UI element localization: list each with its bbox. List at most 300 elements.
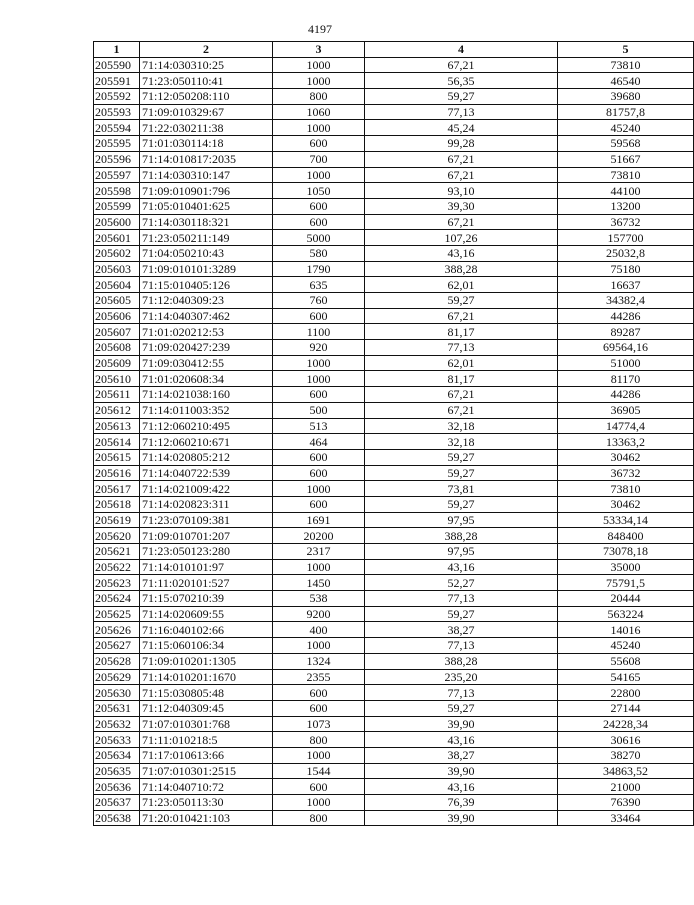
table-cell-col-4: 43,16 bbox=[365, 245, 558, 261]
table-cell-col-4: 39,90 bbox=[365, 810, 558, 826]
table-cell-col-3: 1000 bbox=[273, 747, 365, 763]
table-cell-col-1: 205592 bbox=[94, 89, 140, 105]
table-cell-col-5: 75791,5 bbox=[558, 575, 694, 591]
table-cell-col-2: 71:14:040307:462 bbox=[140, 308, 273, 324]
table-cell-col-4: 73,81 bbox=[365, 481, 558, 497]
table-cell-col-5: 563224 bbox=[558, 606, 694, 622]
table-row bbox=[94, 544, 694, 560]
table-cell-col-5: 55608 bbox=[558, 653, 694, 669]
table-cell-col-5: 36732 bbox=[558, 465, 694, 481]
table-cell-col-5: 45240 bbox=[558, 638, 694, 654]
column-header-1: 1 bbox=[94, 42, 140, 58]
table-cell-col-2: 71:23:050110:41 bbox=[140, 73, 273, 89]
table-cell-col-4: 38,27 bbox=[365, 622, 558, 638]
table-row bbox=[94, 57, 694, 73]
table-cell-col-1: 205620 bbox=[94, 528, 140, 544]
table-cell-col-4: 99,28 bbox=[365, 136, 558, 152]
table-cell-col-2: 71:01:030114:18 bbox=[140, 136, 273, 152]
table-cell-col-3: 1060 bbox=[273, 104, 365, 120]
page-number: 4197 bbox=[308, 22, 332, 36]
table-cell-col-4: 388,28 bbox=[365, 653, 558, 669]
table-cell-col-4: 77,13 bbox=[365, 685, 558, 701]
table-cell-col-3: 760 bbox=[273, 293, 365, 309]
table-row bbox=[94, 700, 694, 716]
table-cell-col-3: 600 bbox=[273, 465, 365, 481]
table-row bbox=[94, 559, 694, 575]
table-cell-col-1: 205630 bbox=[94, 685, 140, 701]
table-cell-col-4: 39,90 bbox=[365, 716, 558, 732]
table-cell-col-5: 13363,2 bbox=[558, 434, 694, 450]
table-cell-col-1: 205595 bbox=[94, 136, 140, 152]
table-cell-col-2: 71:12:040309:45 bbox=[140, 700, 273, 716]
table-cell-col-4: 76,39 bbox=[365, 795, 558, 811]
table-cell-col-5: 81170 bbox=[558, 371, 694, 387]
table-cell-col-5: 14774,4 bbox=[558, 418, 694, 434]
table-cell-col-5: 46540 bbox=[558, 73, 694, 89]
table-cell-col-1: 205610 bbox=[94, 371, 140, 387]
table-row bbox=[94, 277, 694, 293]
table-cell-col-3: 600 bbox=[273, 387, 365, 403]
table-cell-col-3: 1000 bbox=[273, 355, 365, 371]
table-cell-col-5: 848400 bbox=[558, 528, 694, 544]
table-cell-col-2: 71:16:040102:66 bbox=[140, 622, 273, 638]
table-cell-col-1: 205607 bbox=[94, 324, 140, 340]
table-row bbox=[94, 606, 694, 622]
table-row bbox=[94, 167, 694, 183]
table-row bbox=[94, 638, 694, 654]
table-cell-col-5: 69564,16 bbox=[558, 340, 694, 356]
table-cell-col-5: 34863,52 bbox=[558, 763, 694, 779]
table-cell-col-1: 205621 bbox=[94, 544, 140, 560]
table-cell-col-5: 14016 bbox=[558, 622, 694, 638]
table-cell-col-1: 205622 bbox=[94, 559, 140, 575]
table-cell-col-2: 71:14:030310:25 bbox=[140, 57, 273, 73]
table-cell-col-3: 600 bbox=[273, 700, 365, 716]
table-cell-col-1: 205599 bbox=[94, 198, 140, 214]
table-cell-col-2: 71:09:010101:3289 bbox=[140, 261, 273, 277]
table-cell-col-4: 59,27 bbox=[365, 449, 558, 465]
table-cell-col-2: 71:22:030211:38 bbox=[140, 120, 273, 136]
table-cell-col-3: 800 bbox=[273, 810, 365, 826]
table-cell-col-5: 16637 bbox=[558, 277, 694, 293]
table-row bbox=[94, 747, 694, 763]
table-cell-col-2: 71:23:050211:149 bbox=[140, 230, 273, 246]
table-cell-col-4: 67,21 bbox=[365, 308, 558, 324]
table-row bbox=[94, 465, 694, 481]
table-cell-col-1: 205626 bbox=[94, 622, 140, 638]
table-cell-col-1: 205602 bbox=[94, 245, 140, 261]
table-cell-col-1: 205632 bbox=[94, 716, 140, 732]
table-cell-col-2: 71:01:020608:34 bbox=[140, 371, 273, 387]
table-cell-col-2: 71:11:020101:527 bbox=[140, 575, 273, 591]
table-cell-col-2: 71:12:060210:671 bbox=[140, 434, 273, 450]
table-cell-col-4: 67,21 bbox=[365, 167, 558, 183]
table-cell-col-3: 920 bbox=[273, 340, 365, 356]
table-cell-col-3: 635 bbox=[273, 277, 365, 293]
table-cell-col-5: 51000 bbox=[558, 355, 694, 371]
table-cell-col-4: 388,28 bbox=[365, 261, 558, 277]
table-cell-col-4: 81,17 bbox=[365, 324, 558, 340]
table-cell-col-4: 59,27 bbox=[365, 89, 558, 105]
table-cell-col-2: 71:14:011003:352 bbox=[140, 402, 273, 418]
table-cell-col-4: 59,27 bbox=[365, 465, 558, 481]
table-cell-col-1: 205606 bbox=[94, 308, 140, 324]
table-cell-col-3: 2355 bbox=[273, 669, 365, 685]
table-cell-col-2: 71:09:010329:67 bbox=[140, 104, 273, 120]
table-cell-col-2: 71:14:010101:97 bbox=[140, 559, 273, 575]
data-table bbox=[93, 41, 694, 826]
table-cell-col-3: 2317 bbox=[273, 544, 365, 560]
table-cell-col-3: 538 bbox=[273, 591, 365, 607]
table-cell-col-3: 600 bbox=[273, 308, 365, 324]
table-cell-col-1: 205601 bbox=[94, 230, 140, 246]
table-cell-col-3: 1000 bbox=[273, 371, 365, 387]
table-cell-col-5: 34382,4 bbox=[558, 293, 694, 309]
table-cell-col-2: 71:12:040309:23 bbox=[140, 293, 273, 309]
table-cell-col-4: 77,13 bbox=[365, 104, 558, 120]
table-row bbox=[94, 136, 694, 152]
table-cell-col-3: 800 bbox=[273, 89, 365, 105]
table-row bbox=[94, 434, 694, 450]
table-cell-col-1: 205615 bbox=[94, 449, 140, 465]
table-row bbox=[94, 230, 694, 246]
table-cell-col-3: 1100 bbox=[273, 324, 365, 340]
table-cell-col-4: 52,27 bbox=[365, 575, 558, 591]
table-cell-col-4: 56,35 bbox=[365, 73, 558, 89]
table-cell-col-3: 600 bbox=[273, 449, 365, 465]
table-cell-col-2: 71:14:021009:422 bbox=[140, 481, 273, 497]
table-row bbox=[94, 496, 694, 512]
table-cell-col-5: 21000 bbox=[558, 779, 694, 795]
table-cell-col-2: 71:14:040722:539 bbox=[140, 465, 273, 481]
table-cell-col-2: 71:05:010401:625 bbox=[140, 198, 273, 214]
table-cell-col-5: 30616 bbox=[558, 732, 694, 748]
table-cell-col-4: 67,21 bbox=[365, 214, 558, 230]
table-cell-col-1: 205619 bbox=[94, 512, 140, 528]
table-cell-col-1: 205637 bbox=[94, 795, 140, 811]
table-cell-col-1: 205600 bbox=[94, 214, 140, 230]
table-cell-col-2: 71:04:050210:43 bbox=[140, 245, 273, 261]
table-row bbox=[94, 732, 694, 748]
table-row bbox=[94, 120, 694, 136]
table-cell-col-5: 59568 bbox=[558, 136, 694, 152]
table-cell-col-1: 205594 bbox=[94, 120, 140, 136]
table-cell-col-1: 205636 bbox=[94, 779, 140, 795]
table-cell-col-1: 205609 bbox=[94, 355, 140, 371]
table-cell-col-2: 71:23:070109:381 bbox=[140, 512, 273, 528]
table-cell-col-4: 43,16 bbox=[365, 559, 558, 575]
table-cell-col-2: 71:14:040710:72 bbox=[140, 779, 273, 795]
table-cell-col-2: 71:15:070210:39 bbox=[140, 591, 273, 607]
table-cell-col-1: 205629 bbox=[94, 669, 140, 685]
table-cell-col-1: 205633 bbox=[94, 732, 140, 748]
table-cell-col-4: 59,27 bbox=[365, 606, 558, 622]
table-cell-col-5: 44286 bbox=[558, 308, 694, 324]
table-cell-col-4: 45,24 bbox=[365, 120, 558, 136]
table-row bbox=[94, 73, 694, 89]
table-cell-col-4: 62,01 bbox=[365, 277, 558, 293]
table-row bbox=[94, 481, 694, 497]
table-row bbox=[94, 245, 694, 261]
table-cell-col-2: 71:15:060106:34 bbox=[140, 638, 273, 654]
table-cell-col-5: 44286 bbox=[558, 387, 694, 403]
table-cell-col-4: 235,20 bbox=[365, 669, 558, 685]
table-cell-col-3: 800 bbox=[273, 732, 365, 748]
table-cell-col-5: 39680 bbox=[558, 89, 694, 105]
table-cell-col-5: 75180 bbox=[558, 261, 694, 277]
table-cell-col-1: 205613 bbox=[94, 418, 140, 434]
table-cell-col-4: 97,95 bbox=[365, 512, 558, 528]
table-cell-col-2: 71:23:050123:280 bbox=[140, 544, 273, 560]
table-row bbox=[94, 183, 694, 199]
table-cell-col-4: 39,30 bbox=[365, 198, 558, 214]
table-cell-col-3: 600 bbox=[273, 214, 365, 230]
table-row bbox=[94, 308, 694, 324]
table-cell-col-3: 1790 bbox=[273, 261, 365, 277]
table-row bbox=[94, 89, 694, 105]
table-cell-col-5: 76390 bbox=[558, 795, 694, 811]
table-cell-col-5: 73810 bbox=[558, 481, 694, 497]
table-cell-col-3: 600 bbox=[273, 779, 365, 795]
table-cell-col-1: 205614 bbox=[94, 434, 140, 450]
table-cell-col-4: 77,13 bbox=[365, 638, 558, 654]
table-row bbox=[94, 779, 694, 795]
table-row bbox=[94, 340, 694, 356]
table-cell-col-3: 1000 bbox=[273, 481, 365, 497]
table-cell-col-5: 53334,14 bbox=[558, 512, 694, 528]
table-cell-col-1: 205617 bbox=[94, 481, 140, 497]
table-cell-col-3: 500 bbox=[273, 402, 365, 418]
table-cell-col-2: 71:17:010613:66 bbox=[140, 747, 273, 763]
table-cell-col-4: 38,27 bbox=[365, 747, 558, 763]
table-row bbox=[94, 324, 694, 340]
table-row bbox=[94, 355, 694, 371]
table-cell-col-2: 71:14:020823:311 bbox=[140, 496, 273, 512]
table-cell-col-5: 44100 bbox=[558, 183, 694, 199]
table-cell-col-2: 71:09:020427:239 bbox=[140, 340, 273, 356]
table-cell-col-3: 600 bbox=[273, 496, 365, 512]
table-cell-col-3: 1073 bbox=[273, 716, 365, 732]
table-cell-col-1: 205618 bbox=[94, 496, 140, 512]
table-cell-col-3: 1691 bbox=[273, 512, 365, 528]
table-cell-col-4: 32,18 bbox=[365, 434, 558, 450]
table-row bbox=[94, 104, 694, 120]
table-cell-col-3: 1544 bbox=[273, 763, 365, 779]
column-header-4: 4 bbox=[365, 42, 558, 58]
table-cell-col-3: 1450 bbox=[273, 575, 365, 591]
table-cell-col-4: 59,27 bbox=[365, 496, 558, 512]
table-cell-col-1: 205598 bbox=[94, 183, 140, 199]
table-cell-col-5: 89287 bbox=[558, 324, 694, 340]
table-row bbox=[94, 622, 694, 638]
table-cell-col-2: 71:12:060210:495 bbox=[140, 418, 273, 434]
table-row bbox=[94, 418, 694, 434]
table-row bbox=[94, 198, 694, 214]
table-cell-col-2: 71:09:030412:55 bbox=[140, 355, 273, 371]
table-cell-col-4: 77,13 bbox=[365, 340, 558, 356]
table-cell-col-1: 205631 bbox=[94, 700, 140, 716]
table-cell-col-2: 71:07:010301:2515 bbox=[140, 763, 273, 779]
table-cell-col-2: 71:14:010817:2035 bbox=[140, 151, 273, 167]
table-cell-col-2: 71:09:010701:207 bbox=[140, 528, 273, 544]
table-cell-col-1: 205603 bbox=[94, 261, 140, 277]
table-cell-col-4: 77,13 bbox=[365, 591, 558, 607]
table-cell-col-2: 71:20:010421:103 bbox=[140, 810, 273, 826]
table-cell-col-1: 205591 bbox=[94, 73, 140, 89]
header-row bbox=[94, 42, 694, 58]
table-cell-col-5: 35000 bbox=[558, 559, 694, 575]
table-cell-col-2: 71:14:021038:160 bbox=[140, 387, 273, 403]
table-row bbox=[94, 387, 694, 403]
table-cell-col-5: 20444 bbox=[558, 591, 694, 607]
table-cell-col-3: 400 bbox=[273, 622, 365, 638]
table-cell-col-1: 205608 bbox=[94, 340, 140, 356]
table-cell-col-1: 205604 bbox=[94, 277, 140, 293]
table-row bbox=[94, 763, 694, 779]
table-row bbox=[94, 261, 694, 277]
table-cell-col-5: 45240 bbox=[558, 120, 694, 136]
table-cell-col-2: 71:12:050208:110 bbox=[140, 89, 273, 105]
table-cell-col-5: 73810 bbox=[558, 167, 694, 183]
table-cell-col-3: 600 bbox=[273, 685, 365, 701]
table-cell-col-5: 13200 bbox=[558, 198, 694, 214]
table-cell-col-4: 67,21 bbox=[365, 57, 558, 73]
table-cell-col-3: 1000 bbox=[273, 73, 365, 89]
table-cell-col-1: 205623 bbox=[94, 575, 140, 591]
table-cell-col-5: 33464 bbox=[558, 810, 694, 826]
table-cell-col-3: 580 bbox=[273, 245, 365, 261]
table-cell-col-4: 43,16 bbox=[365, 779, 558, 795]
table-cell-col-1: 205612 bbox=[94, 402, 140, 418]
table-cell-col-3: 513 bbox=[273, 418, 365, 434]
table-cell-col-3: 9200 bbox=[273, 606, 365, 622]
table-cell-col-1: 205616 bbox=[94, 465, 140, 481]
table-row bbox=[94, 685, 694, 701]
table-cell-col-2: 71:14:020805:212 bbox=[140, 449, 273, 465]
table-cell-col-5: 38270 bbox=[558, 747, 694, 763]
table-cell-col-5: 51667 bbox=[558, 151, 694, 167]
table-cell-col-3: 5000 bbox=[273, 230, 365, 246]
column-header-5: 5 bbox=[558, 42, 694, 58]
table-row bbox=[94, 449, 694, 465]
table-cell-col-1: 205627 bbox=[94, 638, 140, 654]
table-cell-col-5: 81757,8 bbox=[558, 104, 694, 120]
table-row bbox=[94, 810, 694, 826]
table-cell-col-4: 32,18 bbox=[365, 418, 558, 434]
table-row bbox=[94, 402, 694, 418]
table-cell-col-1: 205593 bbox=[94, 104, 140, 120]
table-cell-col-5: 30462 bbox=[558, 496, 694, 512]
column-header-2: 2 bbox=[140, 42, 273, 58]
table-cell-col-2: 71:09:010901:796 bbox=[140, 183, 273, 199]
table-row bbox=[94, 371, 694, 387]
table-cell-col-3: 1000 bbox=[273, 167, 365, 183]
table-cell-col-2: 71:15:030805:48 bbox=[140, 685, 273, 701]
table-cell-col-2: 71:11:010218:5 bbox=[140, 732, 273, 748]
table-cell-col-4: 97,95 bbox=[365, 544, 558, 560]
table-cell-col-1: 205635 bbox=[94, 763, 140, 779]
table-cell-col-3: 464 bbox=[273, 434, 365, 450]
table-cell-col-5: 73078,18 bbox=[558, 544, 694, 560]
table-cell-col-5: 157700 bbox=[558, 230, 694, 246]
table-cell-col-4: 67,21 bbox=[365, 402, 558, 418]
table-cell-col-3: 700 bbox=[273, 151, 365, 167]
table-row bbox=[94, 591, 694, 607]
table-row bbox=[94, 653, 694, 669]
table-cell-col-4: 81,17 bbox=[365, 371, 558, 387]
table-cell-col-2: 71:15:010405:126 bbox=[140, 277, 273, 293]
table-cell-col-1: 205597 bbox=[94, 167, 140, 183]
table-cell-col-5: 73810 bbox=[558, 57, 694, 73]
table-cell-col-2: 71:07:010301:768 bbox=[140, 716, 273, 732]
table-cell-col-2: 71:23:050113:30 bbox=[140, 795, 273, 811]
column-header-3: 3 bbox=[273, 42, 365, 58]
table-cell-col-4: 59,27 bbox=[365, 700, 558, 716]
table-cell-col-3: 1000 bbox=[273, 795, 365, 811]
table-cell-col-2: 71:14:030310:147 bbox=[140, 167, 273, 183]
table-cell-col-4: 59,27 bbox=[365, 293, 558, 309]
table-cell-col-5: 36905 bbox=[558, 402, 694, 418]
table-cell-col-1: 205624 bbox=[94, 591, 140, 607]
table-body bbox=[94, 57, 694, 826]
table-cell-col-4: 43,16 bbox=[365, 732, 558, 748]
table-row bbox=[94, 528, 694, 544]
table-header bbox=[94, 42, 694, 58]
table-row bbox=[94, 214, 694, 230]
table-cell-col-1: 205596 bbox=[94, 151, 140, 167]
table-cell-col-3: 1000 bbox=[273, 57, 365, 73]
table-row bbox=[94, 575, 694, 591]
table-cell-col-4: 93,10 bbox=[365, 183, 558, 199]
table-cell-col-2: 71:09:010201:1305 bbox=[140, 653, 273, 669]
table-row bbox=[94, 293, 694, 309]
table-row bbox=[94, 151, 694, 167]
table-cell-col-2: 71:14:010201:1670 bbox=[140, 669, 273, 685]
table-cell-col-5: 22800 bbox=[558, 685, 694, 701]
table-cell-col-1: 205605 bbox=[94, 293, 140, 309]
table-cell-col-4: 62,01 bbox=[365, 355, 558, 371]
table-cell-col-1: 205634 bbox=[94, 747, 140, 763]
table-cell-col-2: 71:01:020212:53 bbox=[140, 324, 273, 340]
table-row bbox=[94, 512, 694, 528]
table-cell-col-3: 20200 bbox=[273, 528, 365, 544]
table-cell-col-1: 205611 bbox=[94, 387, 140, 403]
table-cell-col-5: 27144 bbox=[558, 700, 694, 716]
table-row bbox=[94, 716, 694, 732]
table-cell-col-3: 1000 bbox=[273, 120, 365, 136]
table-cell-col-5: 25032,8 bbox=[558, 245, 694, 261]
table-cell-col-1: 205625 bbox=[94, 606, 140, 622]
table-cell-col-1: 205590 bbox=[94, 57, 140, 73]
table-cell-col-4: 67,21 bbox=[365, 151, 558, 167]
table-cell-col-5: 30462 bbox=[558, 449, 694, 465]
table-cell-col-2: 71:14:020609:55 bbox=[140, 606, 273, 622]
table-cell-col-5: 54165 bbox=[558, 669, 694, 685]
table-cell-col-1: 205628 bbox=[94, 653, 140, 669]
table-row bbox=[94, 669, 694, 685]
table-cell-col-3: 1000 bbox=[273, 559, 365, 575]
table-cell-col-1: 205638 bbox=[94, 810, 140, 826]
table-cell-col-3: 1000 bbox=[273, 638, 365, 654]
table-cell-col-4: 107,26 bbox=[365, 230, 558, 246]
table-cell-col-3: 600 bbox=[273, 198, 365, 214]
table-cell-col-3: 1324 bbox=[273, 653, 365, 669]
table-cell-col-5: 24228,34 bbox=[558, 716, 694, 732]
table-cell-col-3: 600 bbox=[273, 136, 365, 152]
table-cell-col-3: 1050 bbox=[273, 183, 365, 199]
table-cell-col-4: 39,90 bbox=[365, 763, 558, 779]
table-cell-col-4: 388,28 bbox=[365, 528, 558, 544]
